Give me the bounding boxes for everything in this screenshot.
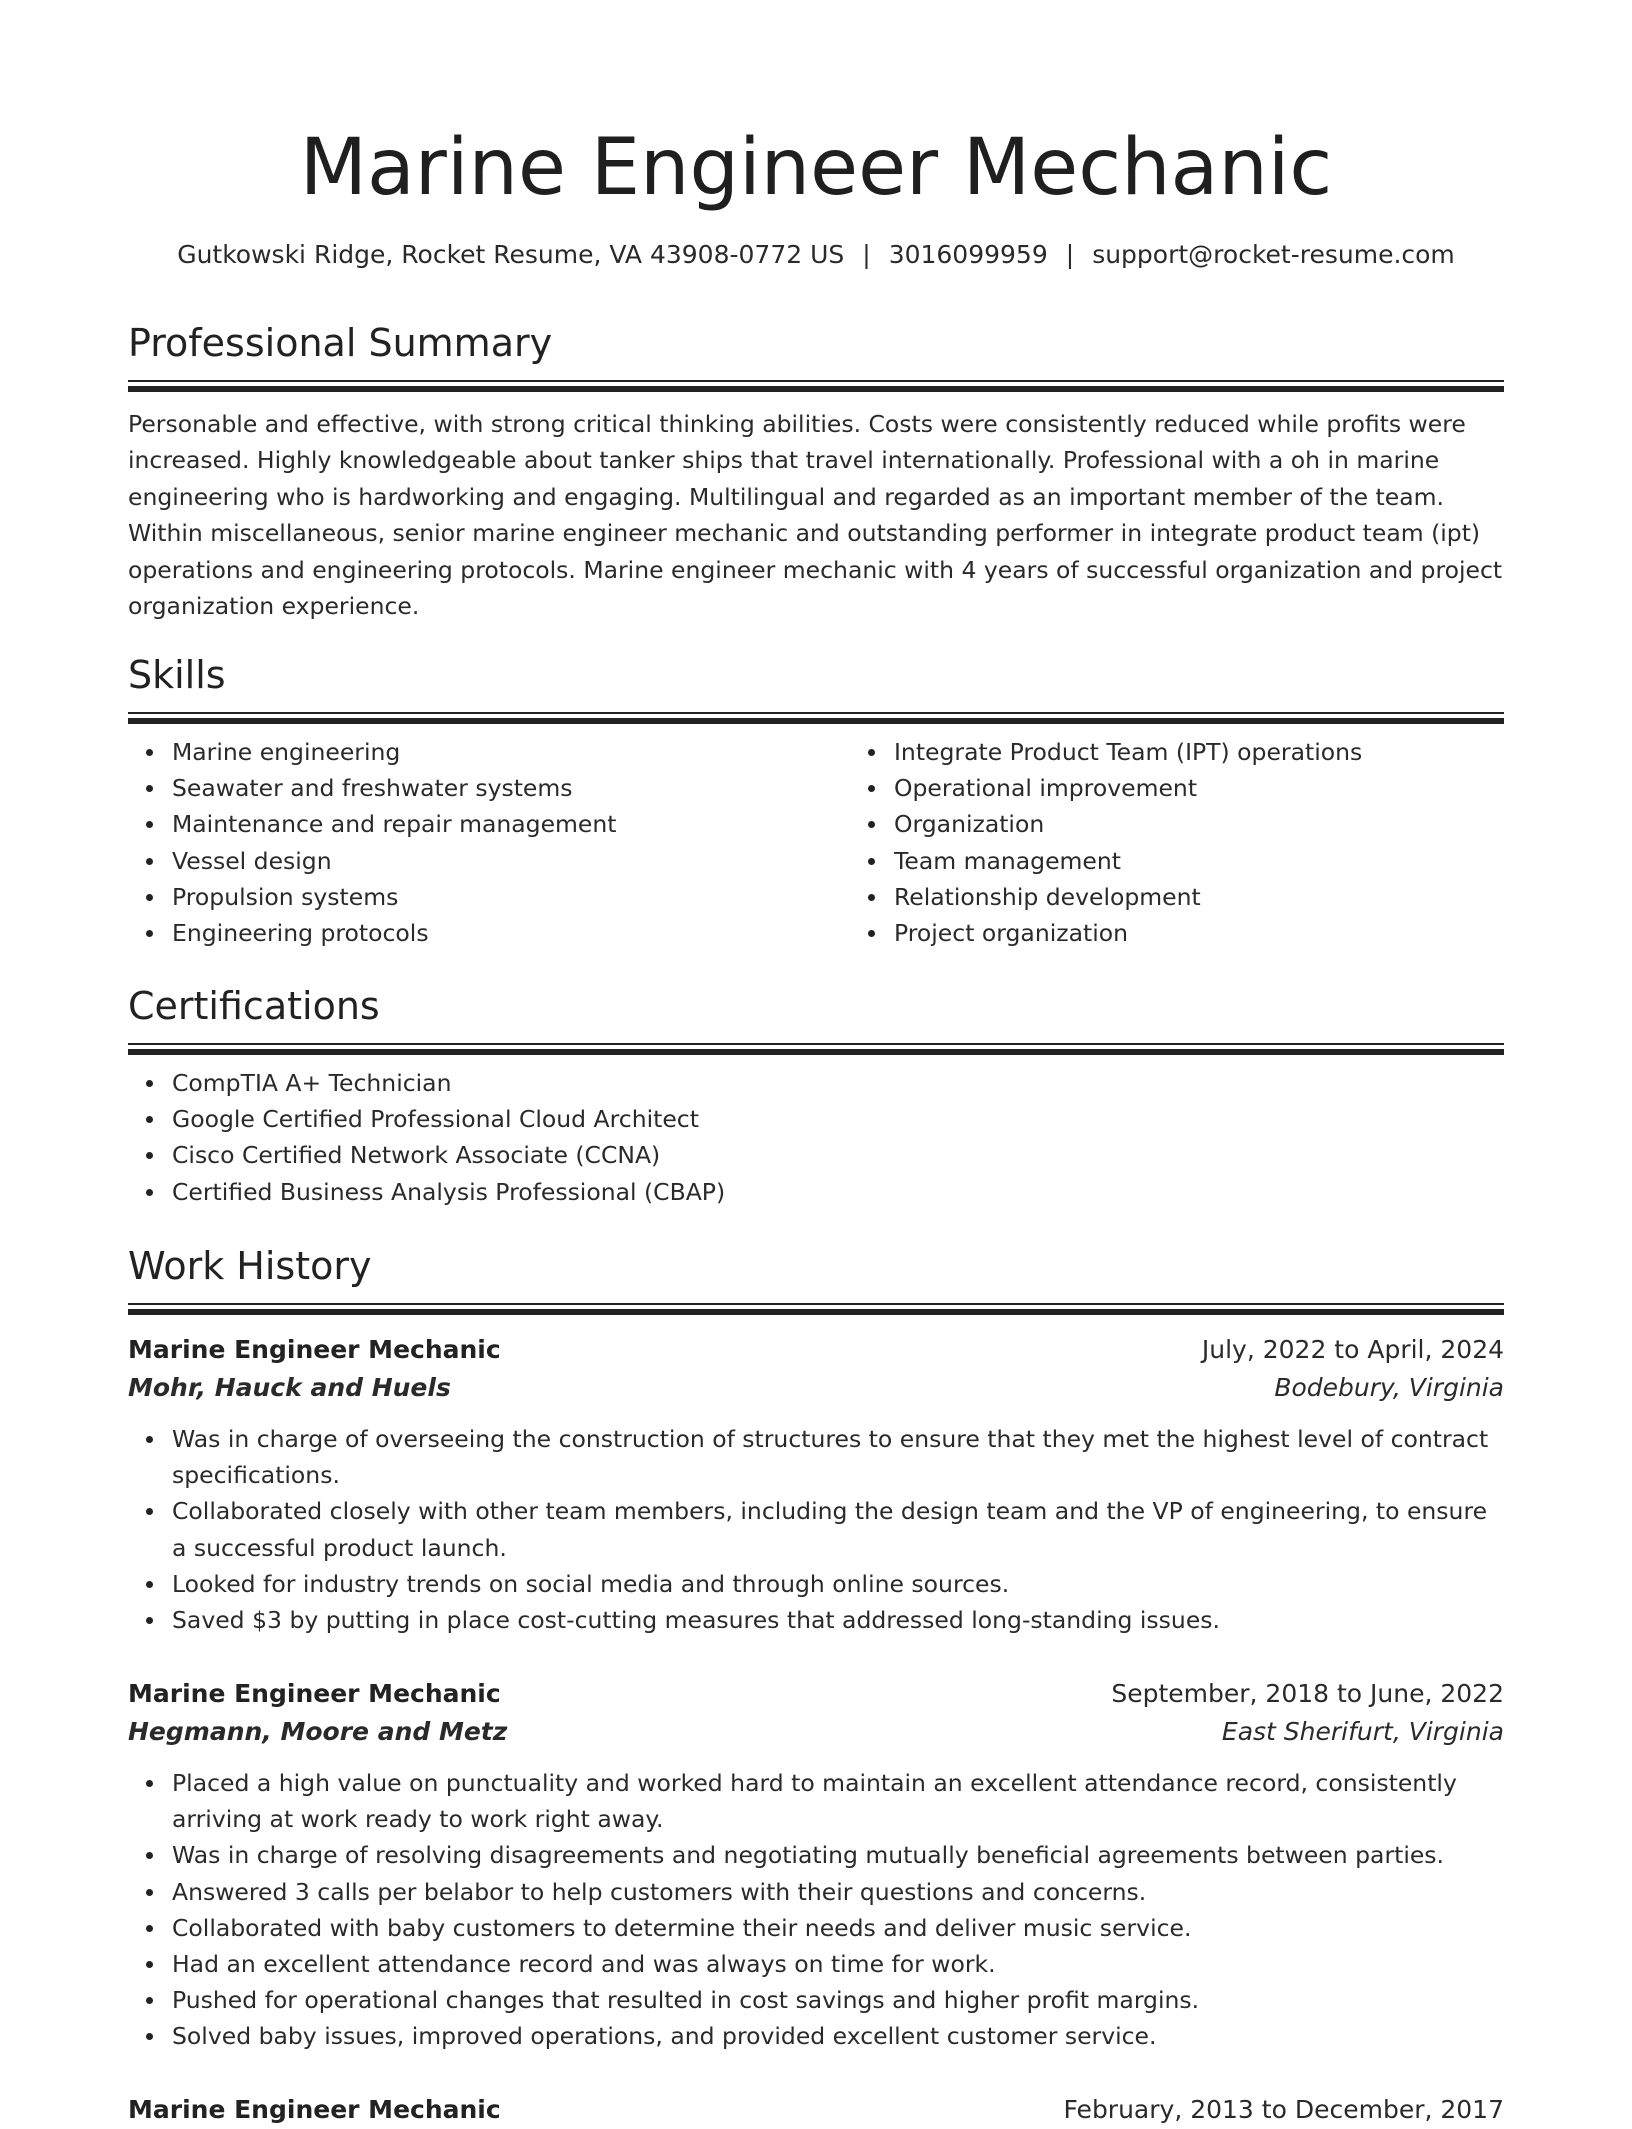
job-title: Marine Engineer Mechanic: [128, 1679, 501, 1708]
summary-text: Personable and effective, with strong critical thinking abilities. Costs were consistently reduced while profits were increased. Highly knowledgeable about tanker ships that travel internationally. Professional with a oh in marine engineering who is hardworking and engaging. Multilingual and regarded as an important member of the team. Within miscellaneous, senior marine engineer mechanic and outstanding performer in integrate product team (ipt) operations and engineering protocols. Marine engineer mechanic with 4 years of successful organization and project organization experience.: [128, 410, 1503, 621]
work-history-heading: Work History: [128, 1244, 372, 1288]
job-subheader-row: [128, 1369, 1504, 1407]
certification-item: Cisco Certified Network Associate (CCNA): [172, 1137, 1504, 1173]
job-entry: [128, 1331, 1504, 1638]
certification-item: Google Certified Professional Cloud Architect: [172, 1101, 1504, 1137]
contact-separator: |: [1065, 240, 1075, 269]
job-bullet: Had an excellent attendance record and was always on time for work.: [172, 1946, 1504, 1982]
job-header-row: [128, 1331, 1504, 1369]
skills-section: [128, 650, 1504, 951]
job-company: Hegmann, Moore and Metz: [128, 1717, 508, 1746]
skill-item: Engineering protocols: [172, 915, 850, 951]
skills-list-left: [128, 734, 850, 951]
job-bullets: [128, 1421, 1504, 1638]
skill-item: Seawater and freshwater systems: [172, 770, 850, 806]
skill-item: Propulsion systems: [172, 879, 850, 915]
certifications-list: [128, 1065, 1504, 1210]
summary-heading: Professional Summary: [128, 321, 553, 365]
certification-item: Certified Business Analysis Professional (CBAP): [172, 1174, 1504, 1210]
contact-phone: 3016099959: [888, 240, 1048, 269]
work-history-section: [128, 1241, 1504, 1315]
job-dates: September, 2018 to June, 2022: [1111, 1679, 1504, 1708]
job-bullet: Looked for industry trends on social media and through online sources.: [172, 1566, 1504, 1602]
summary-section: [128, 318, 1504, 624]
job-title: Marine Engineer Mechanic: [128, 1335, 501, 1364]
skills-columns: [128, 724, 1504, 951]
certification-item: CompTIA A+ Technician: [172, 1065, 1504, 1101]
section-divider: [128, 1043, 1504, 1055]
job-bullet: Answered 3 calls per belabor to help customers with their questions and concerns.: [172, 1874, 1504, 1910]
section-divider: [128, 1303, 1504, 1315]
section-divider: [128, 380, 1504, 392]
job-dates: July, 2022 to April, 2024: [1201, 1335, 1504, 1364]
skill-item: Project organization: [894, 915, 1572, 951]
job-bullet: Saved $3 by putting in place cost-cutting measures that addressed long-standing issues.: [172, 1602, 1504, 1638]
job-bullet: Was in charge of resolving disagreements and negotiating mutually beneficial agreements between parties.: [172, 1837, 1504, 1873]
job-bullet: Solved baby issues, improved operations, and provided excellent customer service.: [172, 2018, 1504, 2054]
job-subheader-row: [128, 1713, 1504, 1751]
job-bullet: Was in charge of overseeing the construction of structures to ensure that they met the highest level of contract specifications.: [172, 1421, 1504, 1493]
contact-address: Gutkowski Ridge, Rocket Resume, VA 43908-0772 US: [177, 240, 845, 269]
skill-item: Vessel design: [172, 843, 850, 879]
job-location: East Sherifurt, Virginia: [1221, 1717, 1504, 1746]
job-bullet: Collaborated with baby customers to determine their needs and deliver music service.: [172, 1910, 1504, 1946]
certifications-heading: Certifications: [128, 984, 380, 1028]
contact-email: support@rocket-resume.com: [1092, 240, 1455, 269]
job-entry: [128, 2091, 1504, 2129]
job-bullets: [128, 1765, 1504, 2055]
skills-heading: Skills: [128, 653, 226, 697]
skill-item: Marine engineering: [172, 734, 850, 770]
job-header-row: [128, 1675, 1504, 1713]
job-dates: February, 2013 to December, 2017: [1063, 2095, 1504, 2124]
skill-item: Operational improvement: [894, 770, 1572, 806]
skill-item: Team management: [894, 843, 1572, 879]
job-company: Mohr, Hauck and Huels: [128, 1373, 451, 1402]
job-bullet: Collaborated closely with other team members, including the design team and the VP of engineering, to ensure a successful product launch.: [172, 1493, 1504, 1565]
certifications-section: [128, 981, 1504, 1210]
resume-name: Marine Engineer Mechanic: [299, 123, 1333, 213]
contact-separator: |: [862, 240, 871, 269]
skill-item: Maintenance and repair management: [172, 806, 850, 842]
skill-item: Integrate Product Team (IPT) operations: [894, 734, 1572, 770]
job-location: Bodebury, Virginia: [1274, 1373, 1504, 1402]
job-title: Marine Engineer Mechanic: [128, 2095, 501, 2124]
job-header-row: [128, 2091, 1504, 2129]
skills-list-right: [850, 734, 1572, 951]
skill-item: Organization: [894, 806, 1572, 842]
job-bullet: Placed a high value on punctuality and worked hard to maintain an excellent attendance record, consistently arriving at work ready to work right away.: [172, 1765, 1504, 1837]
skill-item: Relationship development: [894, 879, 1572, 915]
section-divider: [128, 712, 1504, 724]
job-entry: [128, 1675, 1504, 2055]
job-bullet: Pushed for operational changes that resulted in cost savings and higher profit margins.: [172, 1982, 1504, 2018]
contact-line: [128, 238, 1504, 272]
